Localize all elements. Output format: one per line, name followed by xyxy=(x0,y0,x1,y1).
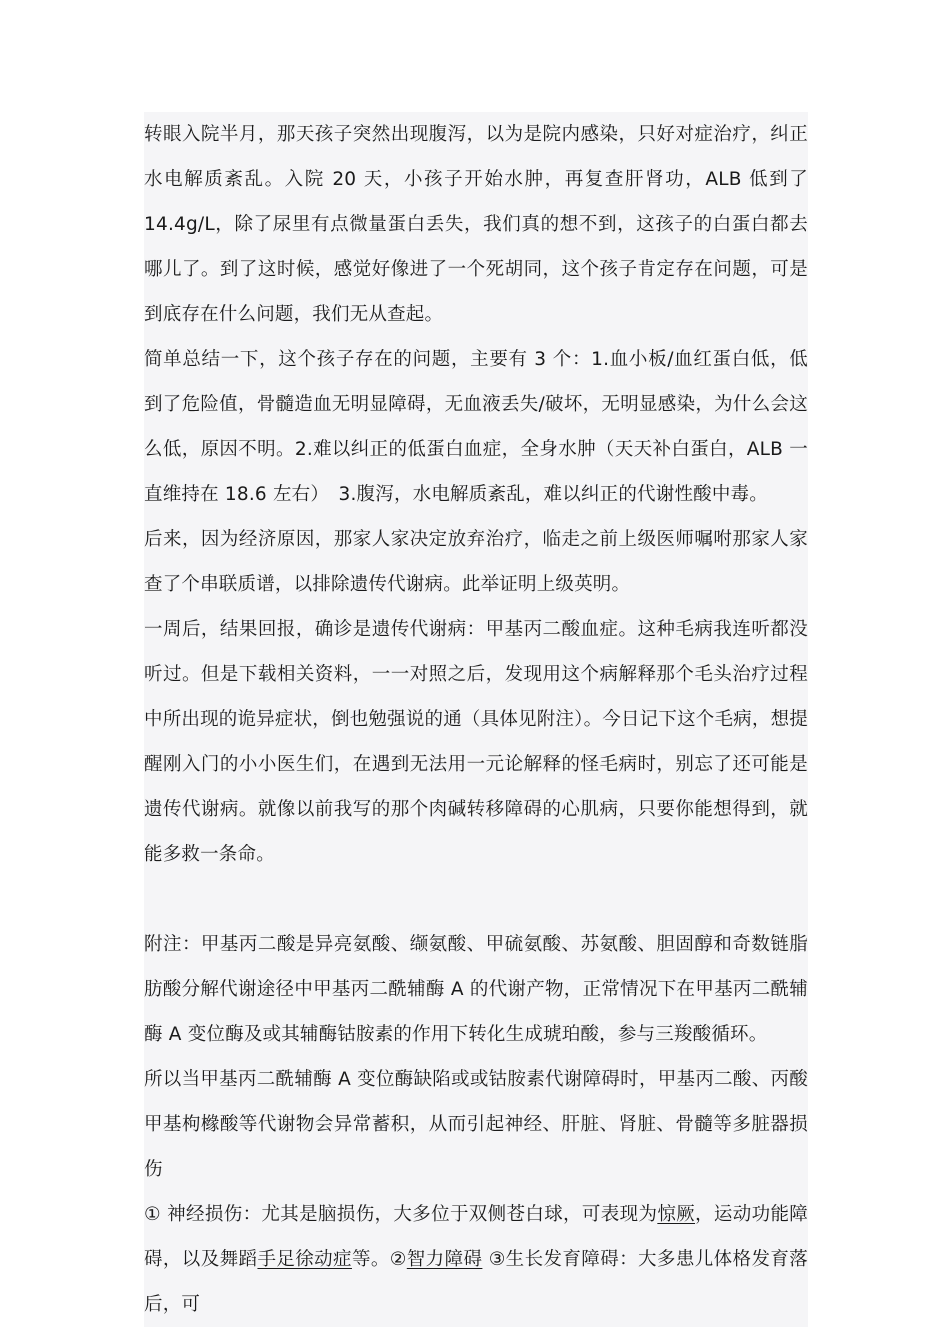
paragraph-pathogenesis: 所以当甲基丙二酰辅酶 A 变位酶缺陷或或钴胺素代谢障碍时，甲基丙二酸、丙酸甲基枸橼酸等代谢物会异常蓄积，从而引起神经、肝脏、肾脏、骨髓等多脏器损伤 xyxy=(144,1069,808,1180)
paragraph-clinical-manifestations xyxy=(144,1192,808,1327)
blank-line xyxy=(144,877,808,922)
manifestation-text: ③生长发育障碍：大多患儿体格发育落后，可 xyxy=(144,1249,808,1315)
term-link-choreoathetosis[interactable]: 手足徐动症 xyxy=(257,1249,352,1270)
paragraph-diagnosis: 一周后，结果回报，确诊是遗传代谢病：甲基丙二酸血症。这种毛病我连听都没听过。但是下载相关资料，一一对照之后，发现用这个病解释那个毛头治疗过程中所出现的诡异症状，倒也勉强说的通（具体见附注）。今日记下这个毛病，想提醒刚入门的小小医生们，在遇到无法用一元论解释的怪毛病时，别忘了还可能是遗传代谢病。就像以前我写的那个肉碱转移障碍的心肌病，只要你能想得到，就能多救一条命。 xyxy=(144,619,808,865)
paragraph-problem-summary: 简单总结一下，这个孩子存在的问题，主要有 3 个：1.血小板/血红蛋白低，低到了危险值，骨髓造血无明显障碍，无血液丢失/破坏，无明显感染，为什么会这么低，原因不明。2.难以纠正的低蛋白血症，全身水肿（天天补白蛋白，ALB 一直维持在 18.6 左右） 3.腹泻，水电解质紊乱，难以纠正的代谢性酸中毒。 xyxy=(144,349,808,505)
document-body xyxy=(144,112,808,1327)
paragraph-footnote: 附注：甲基丙二酸是异亮氨酸、缬氨酸、甲硫氨酸、苏氨酸、胆固醇和奇数链脂肪酸分解代谢途径中甲基丙二酰辅酶 A 的代谢产物，正常情况下在甲基丙二酰辅酶 A 变位酶及或其辅酶钴胺素的作用下转化生成琥珀酸，参与三羧酸循环。 xyxy=(144,934,808,1045)
manifestation-text: ，运动功能障碍，以及舞蹈 xyxy=(144,1204,809,1270)
term-link-intellectual-disability[interactable]: 智力障碍 xyxy=(406,1249,483,1270)
term-link-convulsion[interactable]: 惊厥 xyxy=(657,1204,696,1225)
paragraph-tandem-mass-spec: 后来，因为经济原因，那家人家决定放弃治疗，临走之前上级医师嘱咐那家人家查了个串联质谱，以排除遗传代谢病。此举证明上级英明。 xyxy=(144,529,808,595)
paragraph-admission-course: 转眼入院半月，那天孩子突然出现腹泻，以为是院内感染，只好对症治疗，纠正水电解质紊乱。入院 20 天，小孩子开始水肿，再复查肝肾功，ALB 低到了 14.4g/L，除了尿里有点微量蛋白丢失，我们真的想不到，这孩子的白蛋白都去哪儿了。到了这时候，感觉好像进了一个死胡同，这个孩子肯定存在问题，可是到底存在什么问题，我们无从查起。 xyxy=(144,124,808,325)
manifestation-text: ① 神经损伤：尤其是脑损伤，大多位于双侧苍白球，可表现为 xyxy=(144,1204,658,1225)
manifestation-text: 等。② xyxy=(351,1249,407,1270)
